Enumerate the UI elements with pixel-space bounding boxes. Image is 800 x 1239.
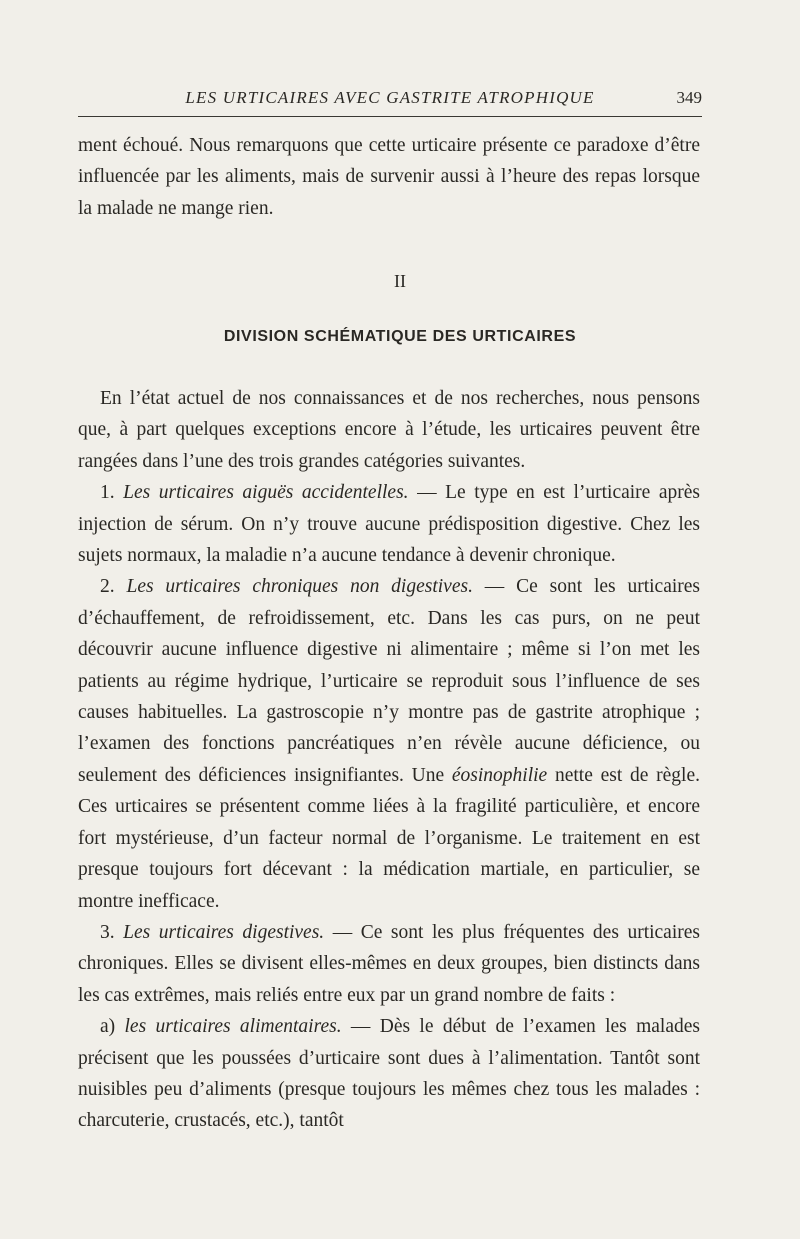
intro-paragraph: ment échoué. Nous remarquons que cette urticaire présente ce paradoxe d’être influencée par les aliments, mais de survenir aussi à l’heure des repas lorsque la malade ne mange rien. <box>78 135 700 219</box>
section-title: DIVISION SCHÉMATIQUE DES URTICAIRES <box>223 328 577 345</box>
item-2-number: 2. <box>100 576 115 598</box>
list-item-2 <box>78 571 700 916</box>
section-number: II <box>394 271 406 291</box>
intro-block <box>78 130 700 224</box>
item-2-text-a: — Ce sont les urticaires d’échauffement, de refroidissement, etc. Dans les cas purs, on ne peut découvrir aucune influence digestive ni alimentaire ; même si l’on met les patients au régime hydrique, l’urticaire se reproduit sous l’influence de ses causes habituelles. La gastroscopie n’y montre pas de gastrite atrophique ; l’examen des fonctions pancréatiques n’en révèle aucune déficience, ou seulement des déficiences insignifiantes. Une <box>78 576 700 786</box>
item-1-text: — Le type en est l’urticaire après injection de sérum. On n’y trouve aucune prédisposition digestive. Chez les sujets normaux, la maladie n’a aucune tendance à devenir chronique. <box>78 482 701 567</box>
item-3-title: Les urticaires digestives. <box>123 921 325 943</box>
item-2-title: Les urticaires chroniques non digestives. <box>126 576 473 598</box>
list-item-1 <box>78 477 700 571</box>
item-3-number: 3. <box>100 921 115 943</box>
item-2-text-b: nette est de règle. Ces urticaires se présentent comme liées à la fragilité particulière, et encore fort mystérieuse, d’un facteur normal de l’organisme. Le traitement en est presque toujours fort décevant : la médication martiale, en particulier, se montre inefficace. <box>78 764 700 912</box>
item-a-number: a) <box>100 1016 116 1038</box>
paragraph-intro: En l’état actuel de nos connaissances et de nos recherches, nous pensons que, à part quelques exceptions encore à l’étude, les urticaires peuvent être rangées dans l’une des trois grandes catégories suivantes. <box>78 388 700 472</box>
list-item-3 <box>78 917 700 1011</box>
item-3-text: — Ce sont les plus fréquentes des urticaires chroniques. Elles se divisent elles-mêmes en deux groupes, bien distincts dans les cas extrêmes, mais reliés entre eux par un grand nombre de faits : <box>78 921 700 1006</box>
list-item-a <box>78 1011 700 1137</box>
item-a-title: les urticaires alimentaires. <box>124 1016 342 1038</box>
item-1-title: Les urticaires aiguës accidentelles. <box>123 482 409 504</box>
item-a-text: — Dès le début de l’examen les malades précisent que les poussées d’urticaire sont dues à l’alimentation. Tantôt sont nuisibles peu d’aliments (presque toujours les mêmes chez tous les malades : charcuterie, crustacés, etc.), tantôt <box>78 1016 700 1132</box>
running-header <box>78 86 702 117</box>
item-1-number: 1. <box>100 482 115 504</box>
running-title: LES URTICAIRES AVEC GASTRITE ATROPHIQUE <box>185 88 595 107</box>
item-2-italic-term: éosinophilie <box>451 764 548 786</box>
main-text-block <box>78 383 700 1137</box>
page-number: 349 <box>676 88 702 107</box>
